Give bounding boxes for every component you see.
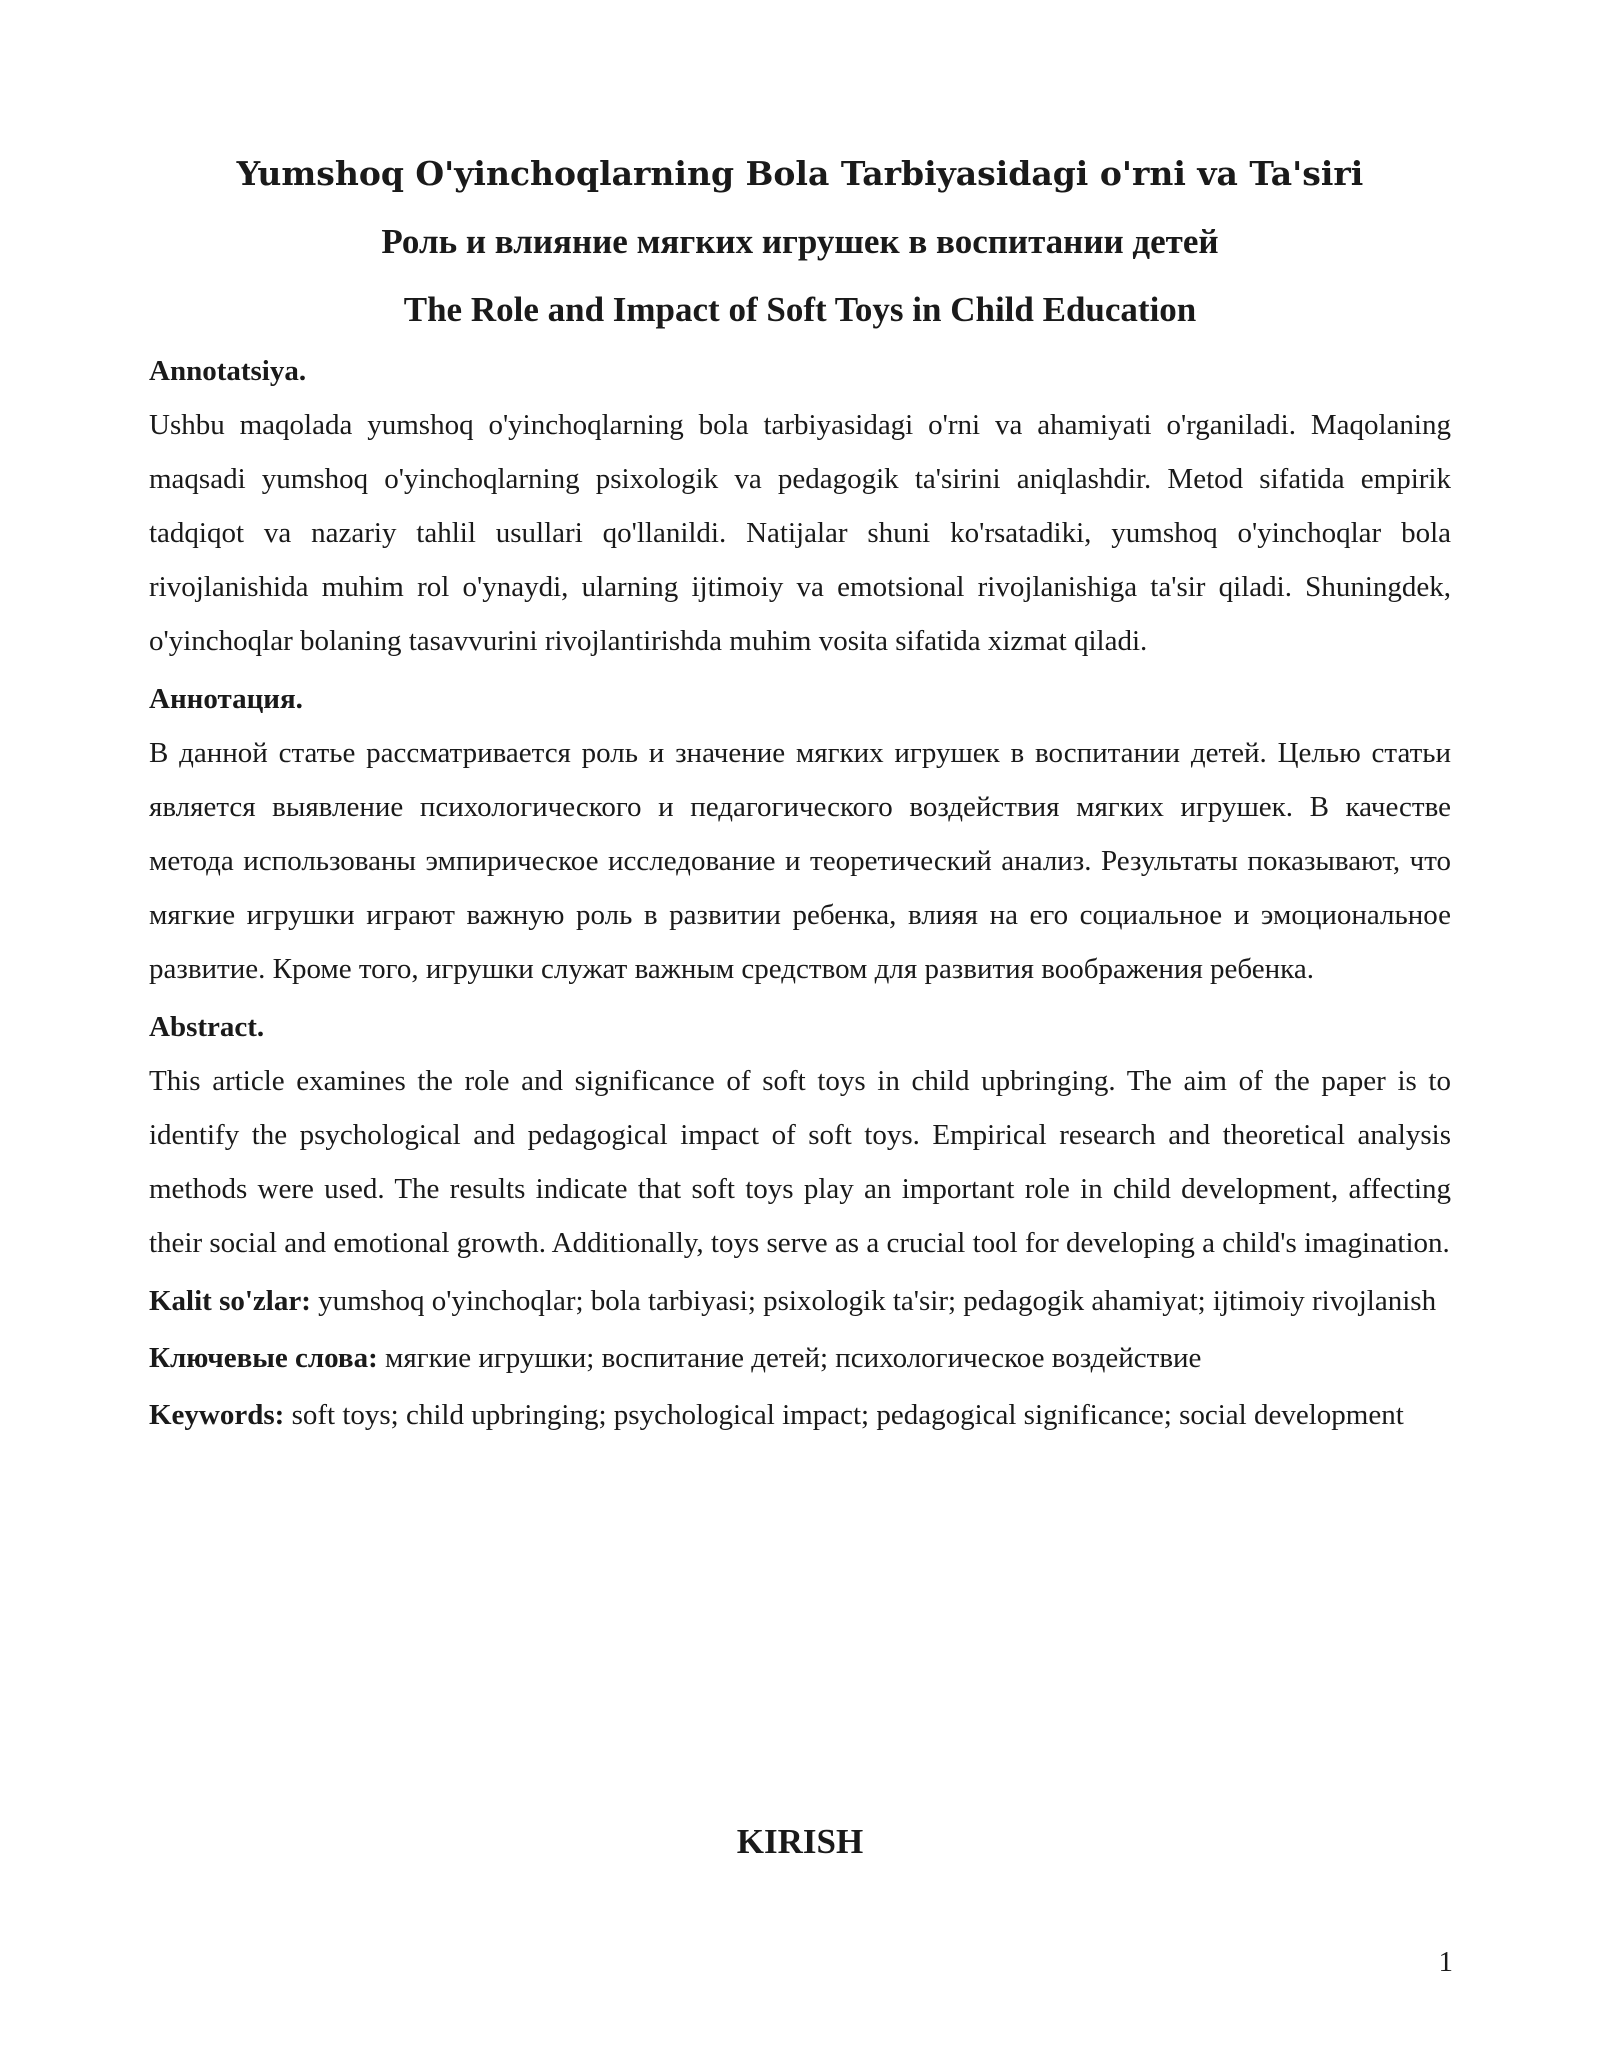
keywords-ru-label: Ключевые слова:: [149, 1342, 378, 1374]
title-english: The Role and Impact of Soft Toys in Child Education: [403, 290, 1197, 329]
abstract-en-text: This article examines the role and significance of soft toys in child upbringing. The aim of the paper is to identify the psychological and pedagogical impact of soft toys. Empirical research and theoretical analysis methods were used. The results indicate that soft toys play an important role in child development, affecting their social and emotional growth. Additionally, toys serve as a crucial tool for developing a child's imagination.: [149, 1065, 1451, 1259]
keywords-en-label: Keywords:: [149, 1399, 285, 1431]
paper-page: [149, 140, 1451, 1445]
abstract-en-heading: Abstract.: [149, 1011, 265, 1043]
abstract-uz-text: Ushbu maqolada yumshoq o'yinchoqlarning bola tarbiyasidagi o'rni va ahamiyati o'rganiladi. Maqolaning maqsadi yumshoq o'yinchoqlarning psixologik va pedagogik ta'sirini aniqlashdir. Metod sifatida empirik tadqiqot va nazariy tahlil usullari qo'llanildi. Natijalar shuni ko'rsatadiki, yumshoq o'yinchoqlar bola rivojlanishida muhim rol o'ynaydi, ularning ijtimoiy va emotsional rivojlanishiga ta'sir qiladi. Shuningdek, o'yinchoqlar bolaning tasavvurini rivojlantirishda muhim vosita sifatida xizmat qiladi.: [149, 409, 1451, 657]
keywords-uz: [149, 1274, 1451, 1328]
abstract-uz-heading: Annotatsiya.: [149, 355, 307, 387]
title-uzbek: Yumshoq O'yinchoqlarning Bola Tarbiyasidagi o'rni va Ta'siri: [236, 154, 1364, 193]
page-number: 1: [1438, 1946, 1453, 1978]
keywords-uz-text: yumshoq o'yinchoqlar; bola tarbiyasi; psixologik ta'sir; pedagogik ahamiyat; ijtimoiy rivojlanish: [310, 1285, 1437, 1317]
title-russian: Роль и влияние мягких игрушек в воспитании детей: [381, 222, 1219, 261]
keywords-ru: [149, 1331, 1451, 1385]
abstract-ru-heading: Аннотация.: [149, 683, 303, 715]
keywords-uz-label: Kalit so'zlar:: [149, 1285, 311, 1317]
abstract-ru-text: В данной статье рассматривается роль и значение мягких игрушек в воспитании детей. Целью статьи является выявление психологического и педагогического воздействия мягких игрушек. В качестве метода использованы эмпирическое исследование и теоретический анализ. Результаты показывают, что мягкие игрушки играют важную роль в развитии ребенка, влияя на его социальное и эмоциональное развитие. Кроме того, игрушки служат важным средством для развития воображения ребенка.: [149, 737, 1451, 985]
section-title-introduction: KIRISH: [736, 1822, 864, 1861]
keywords-ru-text: мягкие игрушки; воспитание детей; психологическое воздействие: [377, 1342, 1202, 1374]
keywords-en-text: soft toys; child upbringing; psychological impact; pedagogical significance; social development: [284, 1399, 1404, 1431]
keywords-en: [149, 1388, 1451, 1442]
